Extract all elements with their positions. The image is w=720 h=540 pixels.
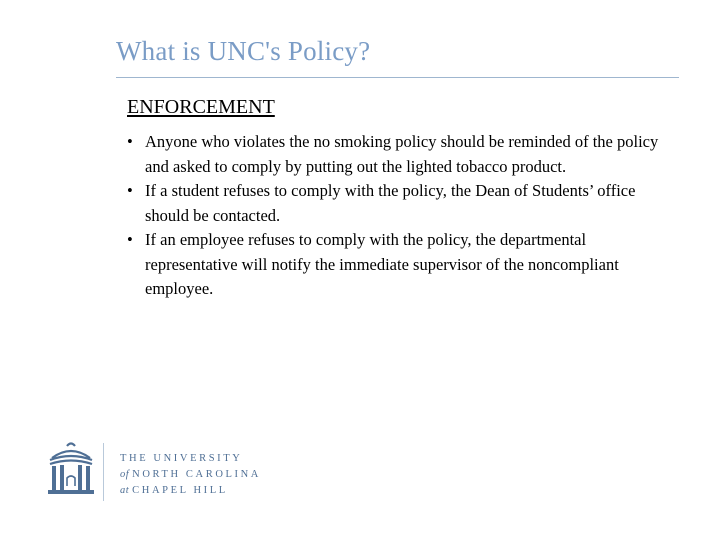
bullet-dot-icon: • — [127, 132, 133, 151]
bullet-text: Anyone who violates the no smoking policy should be reminded of the policy and asked to comply by putting out the lighted tobacco product. — [145, 132, 659, 176]
wordmark-line-2 — [120, 469, 261, 481]
logo-divider — [103, 443, 104, 501]
wordmark-line-1 — [120, 453, 242, 465]
wordmark-text: CHAPEL HILL — [132, 485, 228, 496]
bullet-item — [127, 130, 667, 179]
bullet-item — [127, 228, 667, 302]
wordmark-text: THE UNIVERSITY — [120, 453, 243, 464]
bullet-dot-icon: • — [127, 181, 133, 200]
bullet-item — [127, 179, 667, 228]
slide-title: What is UNC's Policy? — [116, 36, 371, 66]
title-divider — [116, 77, 679, 78]
bullet-dot-icon: • — [127, 230, 133, 249]
old-well-icon — [40, 438, 102, 500]
section-heading: ENFORCEMENT — [127, 96, 275, 118]
wordmark-text: NORTH CAROLINA — [132, 469, 261, 480]
bullet-text: If a student refuses to comply with the policy, the Dean of Students’ office should be contacted. — [145, 181, 636, 225]
wordmark-line-3 — [120, 485, 228, 497]
wordmark-prefix: of — [120, 469, 130, 480]
wordmark-prefix: at — [120, 485, 130, 496]
bullet-text: If an employee refuses to comply with the policy, the departmental representative will notify the immediate supervisor of the noncompliant employee. — [145, 230, 619, 298]
bullet-list — [127, 130, 667, 302]
